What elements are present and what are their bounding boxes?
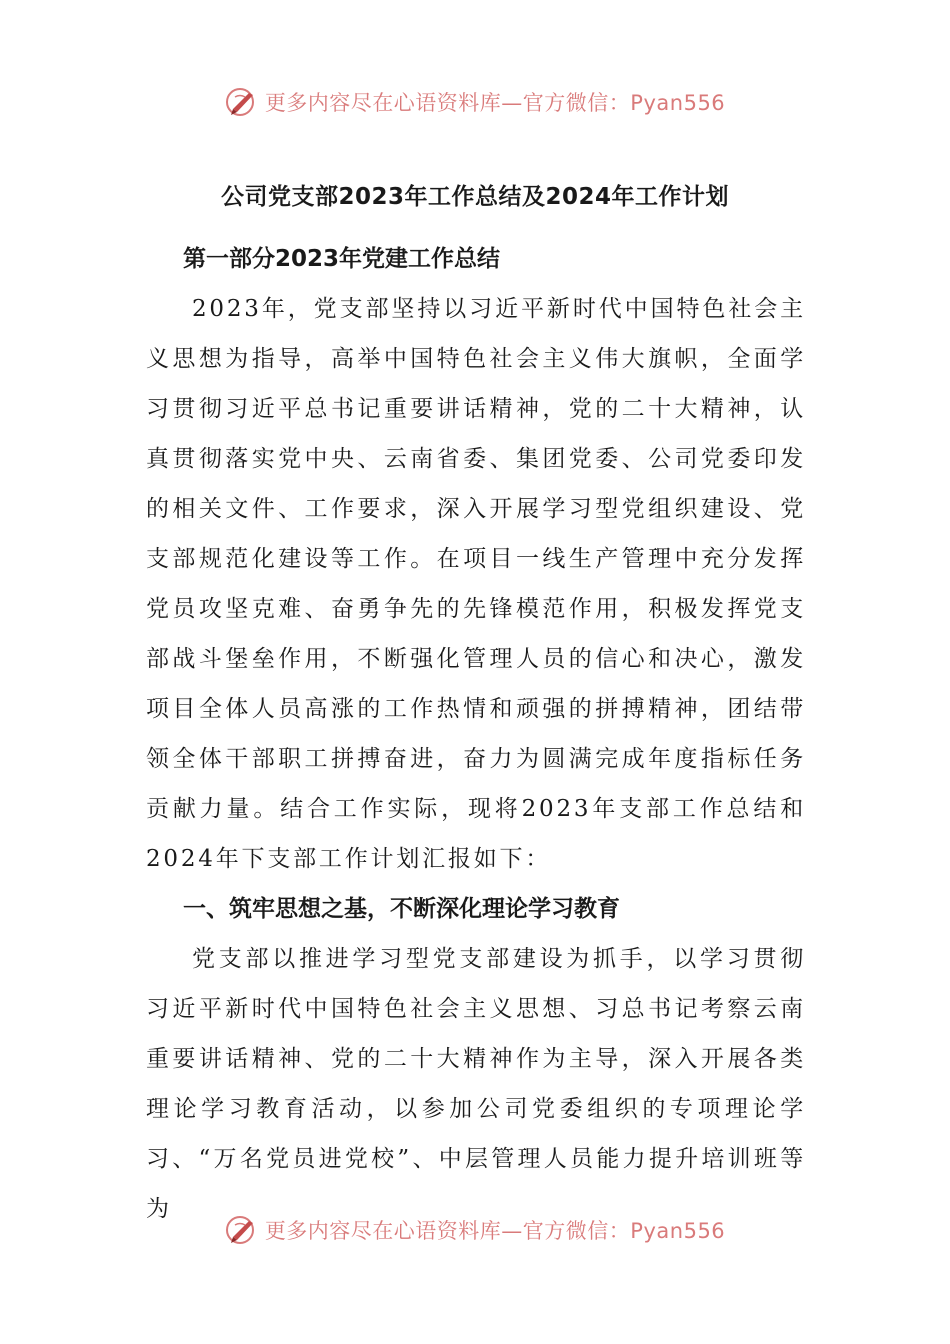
part1-paragraph: 2023年，党支部坚持以习近平新时代中国特色社会主义思想为指导，高举中国特色社会主义伟大旗帜，全面学习贯彻习近平总书记重要讲话精神，党的二十大精神，认真贯彻落实党中央、云南省委、集团党委、公司党委印发的相关文件、工作要求，深入开展学习型党组织建设、党支部规范化建设等工作。在项目一线生产管理中充分发挥党员攻坚克难、奋勇争先的先锋模范作用，积极发挥党支部战斗堡垒作用，不断强化管理人员的信心和决心，激发项目全体人员高涨的工作热情和顽强的拼搏精神，团结带领全体干部职工拼搏奋进，奋力为圆满完成年度指标任务贡献力量。结合工作实际，现将2023年支部工作总结和2024年下支部工作计划汇报如下：: [146, 296, 806, 872]
part1-heading: 第一部分2023年党建工作总结: [183, 246, 501, 272]
document-title: 公司党支部2023年工作总结及2024年工作计划: [220, 184, 730, 210]
watermark-text: 更多内容尽在心语资料库—官方微信：Pyan556: [264, 1219, 726, 1243]
watermark-banner-top: [0, 82, 950, 122]
watermark-banner-bottom: [0, 1210, 950, 1250]
pen-circle-logo-icon: [225, 85, 259, 119]
section1-paragraph: 党支部以推进学习型党支部建设为抓手，以学习贯彻习近平新时代中国特色社会主义思想、习总书记考察云南重要讲话精神、党的二十大精神作为主导，深入开展各类理论学习教育活动，以参加公司党委组织的专项理论学习、“万名党员进党校”、中层管理人员能力提升培训班等为: [146, 946, 806, 1222]
section1-heading: 一、筑牢思想之基，不断深化理论学习教育: [183, 896, 620, 922]
pen-circle-logo-icon: [225, 1213, 259, 1247]
watermark-text: 更多内容尽在心语资料库—官方微信：Pyan556: [264, 91, 726, 115]
